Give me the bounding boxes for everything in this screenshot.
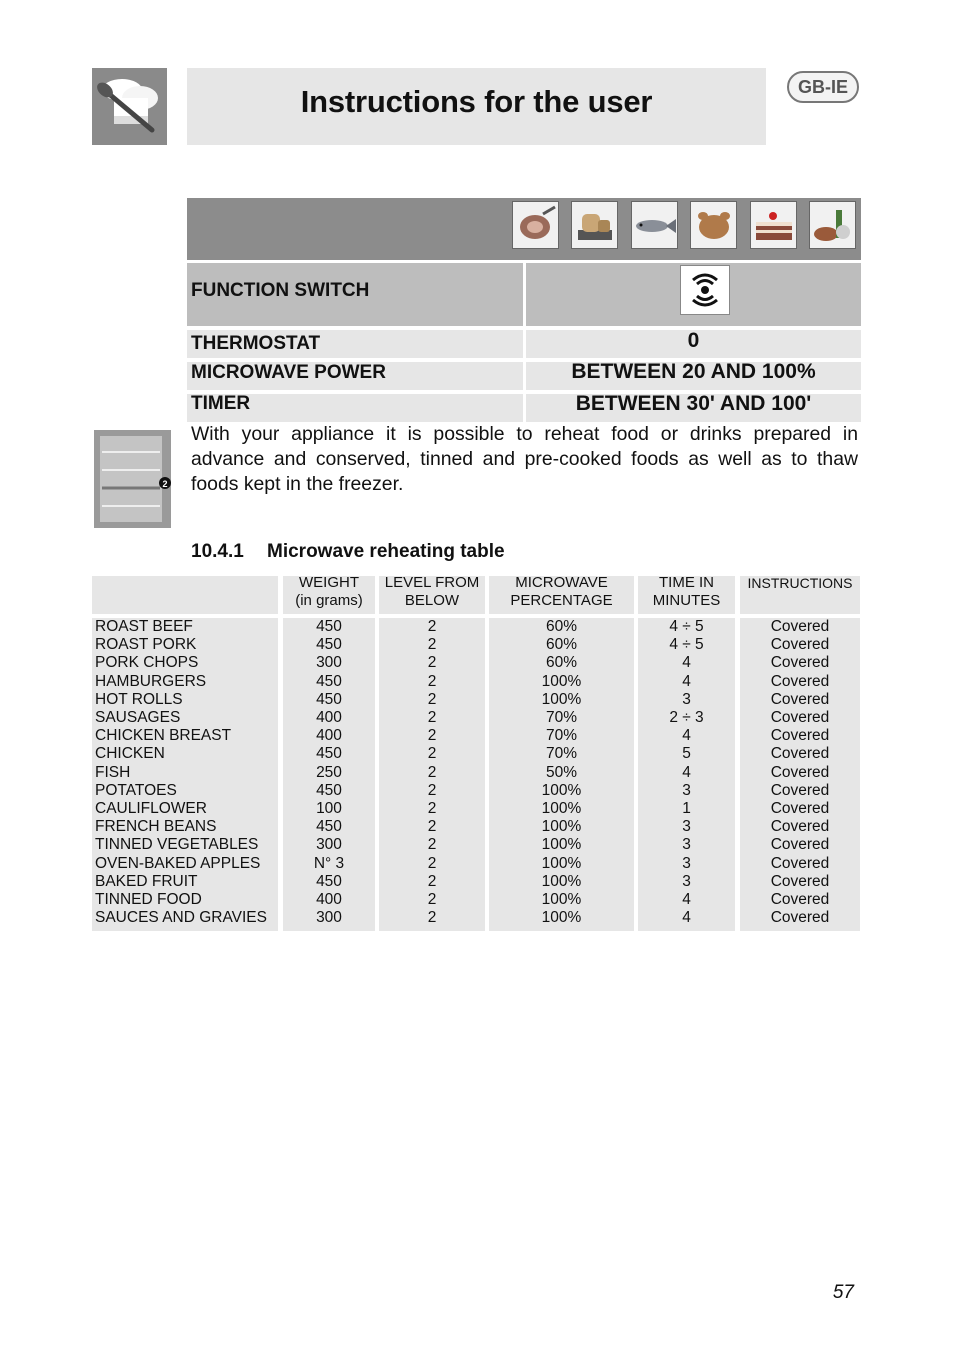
section-title: Microwave reheating table bbox=[267, 541, 505, 562]
chicken-icon bbox=[690, 201, 737, 249]
table-cell-instructions: Covered bbox=[770, 618, 830, 635]
table-cell-time: 4 bbox=[682, 909, 691, 927]
table-cell-weight: 450 bbox=[316, 618, 342, 635]
fish-icon bbox=[631, 201, 678, 249]
thermostat-label: THERMOSTAT bbox=[187, 330, 523, 358]
function-switch-value bbox=[526, 263, 861, 326]
table-cell-food: FISH bbox=[95, 763, 131, 781]
table-cell-weight: 450 bbox=[316, 672, 342, 690]
thermostat-value: 0 bbox=[526, 330, 861, 358]
table-cell-percentage: 100% bbox=[541, 872, 582, 890]
table-cell-food: CHICKEN bbox=[95, 745, 165, 763]
table-cell-percentage: 100% bbox=[541, 909, 582, 927]
table-cell-level: 2 bbox=[427, 891, 437, 908]
roast-meat-icon bbox=[512, 201, 559, 249]
table-cell-food: TINNED FOOD bbox=[95, 891, 202, 908]
table-cell-instructions: Covered bbox=[770, 636, 830, 654]
table-cell-time: 4 ÷ 5 bbox=[669, 618, 704, 635]
table-cell-instructions: Covered bbox=[770, 763, 830, 781]
table-cell-level: 2 bbox=[427, 854, 437, 872]
shelf-level-marker: 2 bbox=[162, 479, 168, 489]
table-cell-weight: 300 bbox=[316, 909, 342, 927]
page-number: 57 bbox=[832, 1282, 854, 1303]
timer-value: BETWEEN 30' AND 100' bbox=[526, 394, 861, 422]
table-cell-time: 4 bbox=[682, 727, 691, 745]
table-cell-percentage: 60% bbox=[545, 636, 578, 654]
table-cell-percentage: 100% bbox=[541, 672, 582, 690]
table-cell-weight: 100 bbox=[316, 800, 342, 817]
table-cell-percentage: 70% bbox=[545, 709, 578, 726]
table-cell-weight: 250 bbox=[316, 763, 342, 781]
table-cell-instructions: Covered bbox=[770, 818, 830, 836]
table-cell-level: 2 bbox=[427, 818, 437, 836]
table-cell-time: 4 ÷ 5 bbox=[669, 636, 704, 654]
table-cell-weight: 300 bbox=[316, 836, 342, 854]
table-cell-weight: 450 bbox=[316, 818, 342, 836]
language-badge: GB-IE bbox=[787, 71, 859, 103]
table-cell-level: 2 bbox=[427, 690, 437, 708]
table-cell-instructions: Covered bbox=[770, 672, 830, 690]
table-cell-time: 3 bbox=[682, 872, 691, 890]
column-header-weight: WEIGHT (in grams) bbox=[295, 574, 363, 609]
table-cell-level: 2 bbox=[427, 745, 437, 763]
table-cell-instructions: Covered bbox=[770, 872, 830, 890]
table-cell-instructions: Covered bbox=[770, 781, 830, 799]
table-cell-time: 4 bbox=[682, 672, 691, 690]
logo bbox=[92, 68, 167, 145]
table-cell-level: 2 bbox=[427, 636, 437, 654]
column-header-time: TIME IN MINUTES bbox=[652, 574, 721, 609]
table-cell-percentage: 100% bbox=[541, 690, 582, 708]
timer-label: TIMER bbox=[187, 394, 523, 422]
table-cell-time: 3 bbox=[682, 854, 691, 872]
table-cell-level: 2 bbox=[427, 800, 437, 817]
table-cell-food: TINNED VEGETABLES bbox=[95, 836, 259, 854]
column-header-instructions: INSTRUCTIONS bbox=[747, 575, 853, 591]
intro-paragraph: With your appliance it is possible to reheat food or drinks prepared in advance and conserved, tinned and pre-cooked foods as well as to thaw foods kept in the freezer. bbox=[191, 423, 858, 495]
table-cell-time: 2 ÷ 3 bbox=[669, 709, 704, 726]
table-cell-level: 2 bbox=[427, 872, 437, 890]
table-cell-instructions: Covered bbox=[770, 745, 830, 763]
table-cell-level: 2 bbox=[427, 672, 437, 690]
table-cell-weight: 400 bbox=[316, 891, 342, 908]
table-cell-instructions: Covered bbox=[770, 709, 830, 726]
table-cell-percentage: 50% bbox=[545, 763, 578, 781]
table-cell-level: 2 bbox=[427, 618, 437, 635]
section-heading bbox=[191, 541, 505, 563]
table-cell-food: CAULIFLOWER bbox=[95, 800, 207, 817]
table-cell-weight: 450 bbox=[316, 690, 342, 708]
function-switch-label: FUNCTION SWITCH bbox=[187, 263, 523, 326]
table-cell-instructions: Covered bbox=[770, 836, 830, 854]
table-cell-weight: 400 bbox=[316, 727, 342, 745]
section-number: 10.4.1 bbox=[191, 541, 244, 562]
table-cell-instructions: Covered bbox=[770, 854, 830, 872]
table-cell-weight: 450 bbox=[316, 636, 342, 654]
microwave-power-label: MICROWAVE POWER bbox=[187, 362, 523, 390]
table-cell-food: HOT ROLLS bbox=[95, 690, 183, 708]
chef-hat-spoon-icon bbox=[92, 68, 167, 145]
table-cell-time: 5 bbox=[682, 745, 691, 763]
table-cell-percentage: 100% bbox=[541, 781, 582, 799]
table-cell-food: POTATOES bbox=[95, 781, 177, 799]
table-cell-weight: 450 bbox=[316, 781, 342, 799]
table-cell-time: 4 bbox=[682, 891, 691, 908]
table-cell-time: 3 bbox=[682, 818, 691, 836]
table-cell-food: SAUSAGES bbox=[95, 709, 181, 726]
table-cell-weight: N° 3 bbox=[313, 854, 345, 872]
table-cell-time: 3 bbox=[682, 781, 691, 799]
table-cell-food: BAKED FRUIT bbox=[95, 872, 198, 890]
table-cell-percentage: 60% bbox=[545, 654, 578, 672]
title-banner bbox=[187, 68, 766, 145]
header-cell-bg-food bbox=[92, 576, 278, 614]
table-cell-instructions: Covered bbox=[770, 654, 830, 672]
table-cell-food: ROAST PORK bbox=[95, 636, 197, 654]
table-cell-instructions: Covered bbox=[770, 800, 830, 817]
microwave-symbol-icon bbox=[680, 265, 730, 315]
column-header-level: LEVEL FROM BELOW bbox=[384, 574, 480, 609]
table-cell-time: 4 bbox=[682, 654, 691, 672]
table-cell-level: 2 bbox=[427, 836, 437, 854]
table-cell-weight: 450 bbox=[316, 745, 342, 763]
table-cell-weight: 450 bbox=[316, 872, 342, 890]
table-cell-food: ROAST BEEF bbox=[95, 618, 193, 635]
table-cell-instructions: Covered bbox=[770, 909, 830, 927]
table-cell-instructions: Covered bbox=[770, 891, 830, 908]
table-cell-level: 2 bbox=[427, 781, 437, 799]
table-cell-food: HAMBURGERS bbox=[95, 672, 207, 690]
table-cell-percentage: 100% bbox=[541, 800, 582, 817]
table-cell-level: 2 bbox=[427, 709, 437, 726]
page-title: Instructions for the user bbox=[300, 84, 653, 119]
food-icons-bar bbox=[187, 198, 861, 260]
table-cell-level: 2 bbox=[427, 909, 437, 927]
table-cell-percentage: 100% bbox=[541, 891, 582, 908]
table-cell-food: PORK CHOPS bbox=[95, 654, 199, 672]
table-cell-level: 2 bbox=[427, 727, 437, 745]
table-cell-time: 3 bbox=[682, 690, 691, 708]
table-cell-food: FRENCH BEANS bbox=[95, 818, 217, 836]
table-cell-percentage: 100% bbox=[541, 854, 582, 872]
column-header-percentage: MICROWAVE PERCENTAGE bbox=[510, 574, 613, 609]
table-cell-time: 3 bbox=[682, 836, 691, 854]
table-cell-time: 1 bbox=[682, 800, 691, 817]
table-cell-weight: 300 bbox=[316, 654, 342, 672]
table-cell-percentage: 100% bbox=[541, 818, 582, 836]
cake-icon bbox=[750, 201, 797, 249]
microwave-power-value: BETWEEN 20 AND 100% bbox=[526, 362, 861, 390]
table-cell-level: 2 bbox=[427, 654, 437, 672]
table-cell-time: 4 bbox=[682, 763, 691, 781]
table-cell-percentage: 60% bbox=[545, 618, 578, 635]
table-cell-weight: 400 bbox=[316, 709, 342, 726]
table-cell-food: SAUCES AND GRAVIES bbox=[95, 909, 267, 927]
table-cell-percentage: 70% bbox=[545, 727, 578, 745]
table-cell-food: OVEN-BAKED APPLES bbox=[95, 854, 261, 872]
oven-shelf-illustration bbox=[94, 430, 171, 528]
vegetables-icon bbox=[809, 201, 856, 249]
bread-icon bbox=[571, 201, 618, 249]
table-cell-instructions: Covered bbox=[770, 727, 830, 745]
table-cell-instructions: Covered bbox=[770, 690, 830, 708]
table-cell-percentage: 100% bbox=[541, 836, 582, 854]
table-cell-level: 2 bbox=[427, 763, 437, 781]
table-cell-food: CHICKEN BREAST bbox=[95, 727, 232, 745]
table-cell-percentage: 70% bbox=[545, 745, 578, 763]
